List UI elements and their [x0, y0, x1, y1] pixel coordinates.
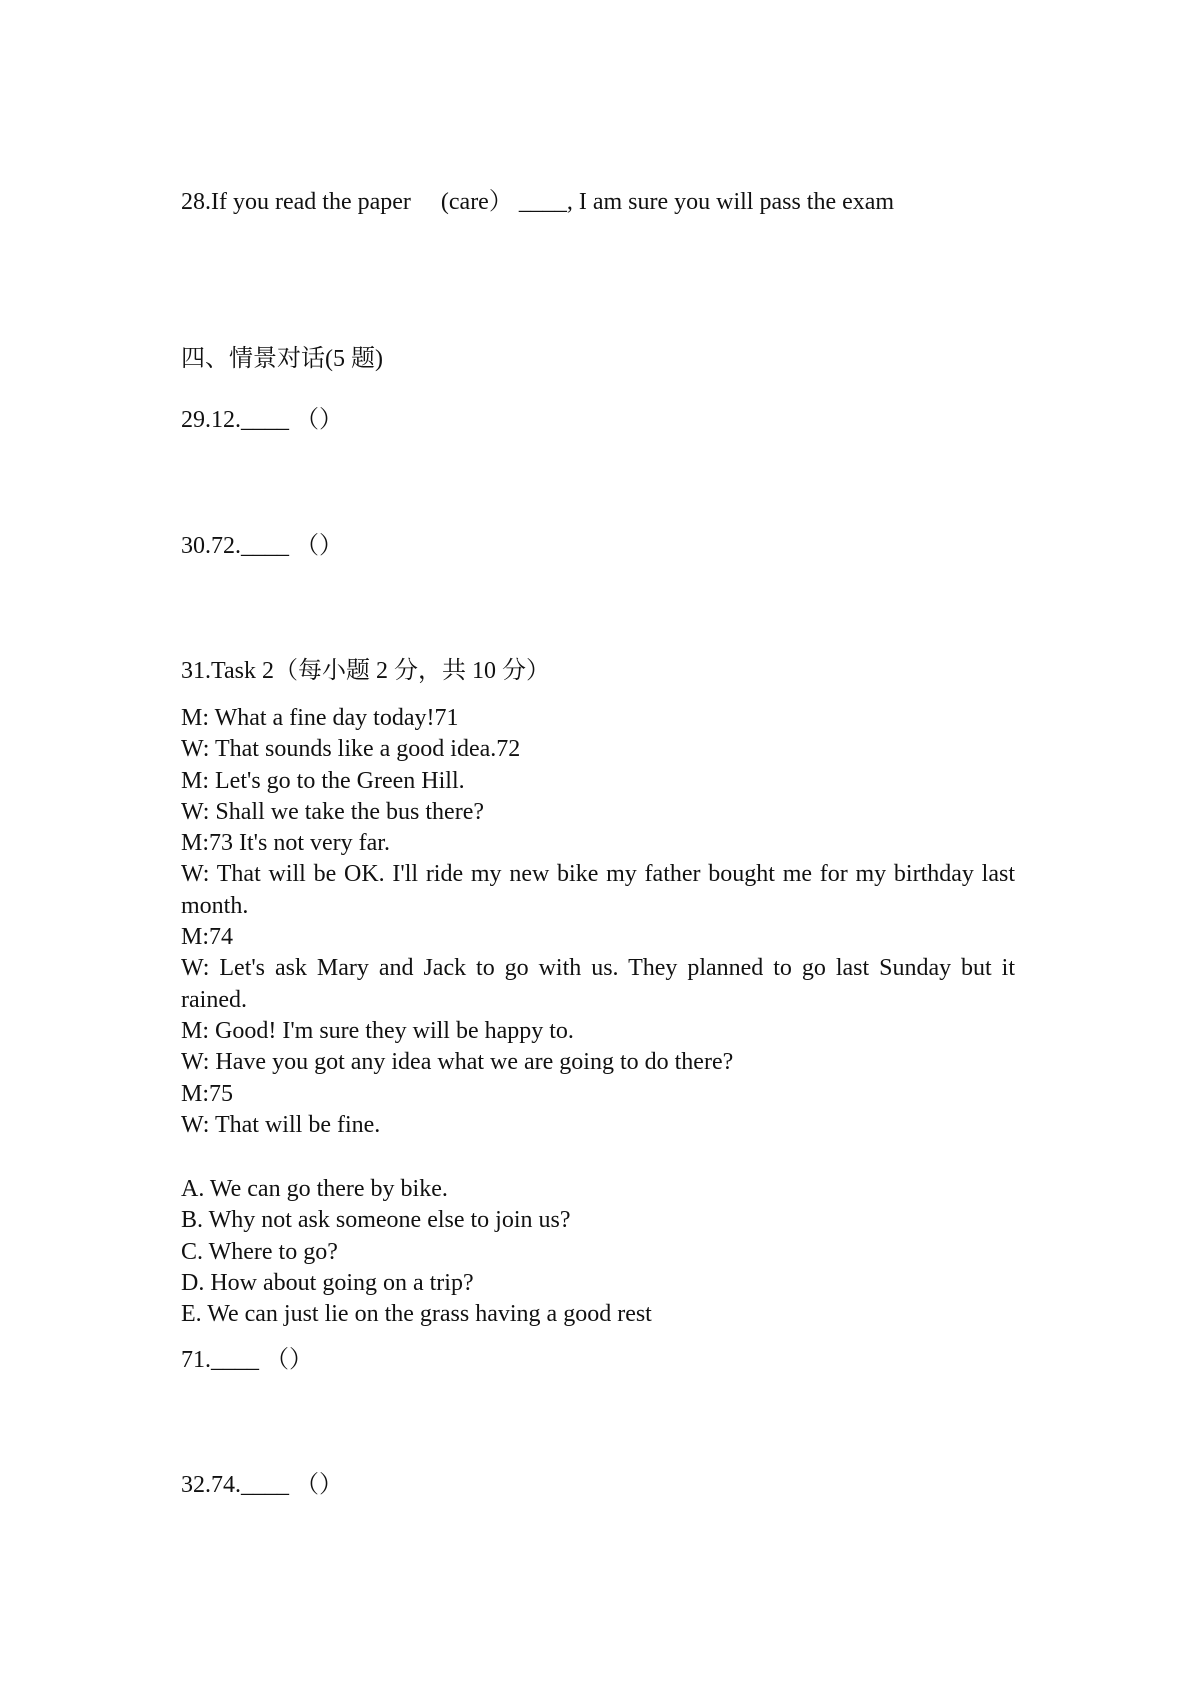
question-30: 30.72.____ （） [181, 533, 343, 559]
dialogue-line: W: Shall we take the bus there? [181, 798, 484, 825]
option-b: B. Why not ask someone else to join us? [181, 1207, 571, 1234]
dialogue-line: W: Let's ask Mary and Jack to go with us. They planned to go last Sunday but it rained. [181, 955, 1015, 1013]
option-d: D. How about going on a trip? [181, 1269, 474, 1296]
answer-options [181, 1174, 652, 1330]
dialogue-line: W: That sounds like a good idea.72 [181, 736, 521, 763]
question-29: 29.12.____ （） [181, 407, 343, 433]
dialogue-line: M: Good! I'm sure they will be happy to. [181, 1017, 574, 1044]
dialogue-line: M:75 [181, 1080, 234, 1107]
dialogue-line: W: That will be OK. I'll ride my new bike my father bought me for my birthday last month. [181, 861, 1015, 919]
dialogue-block [181, 703, 1015, 1141]
option-a: A. We can go there by bike. [181, 1176, 448, 1202]
option-e: E. We can just lie on the grass having a good rest [181, 1301, 652, 1328]
question-28: 28.If you read the paper (care） ____, I am sure you will pass the exam [181, 189, 895, 215]
dialogue-line: M:73 It's not very far. [181, 830, 390, 857]
question-32: 32.74.____ （） [181, 1472, 343, 1498]
dialogue-line: W: That will be fine. [181, 1111, 381, 1138]
dialogue-line: W: Have you got any idea what we are going to do there? [181, 1049, 734, 1076]
section-heading: 四、情景对话(5 题) [181, 346, 383, 372]
dialogue-line: M:74 [181, 924, 234, 951]
option-c: C. Where to go? [181, 1238, 338, 1265]
dialogue-line: M: Let's go to the Green Hill. [181, 767, 465, 794]
dialogue-line: M: What a fine day today!71 [181, 705, 459, 731]
question-71: 71.____ （） [181, 1347, 313, 1373]
question-31-title: 31.Task 2（每小题 2 分，共 10 分） [181, 658, 550, 684]
